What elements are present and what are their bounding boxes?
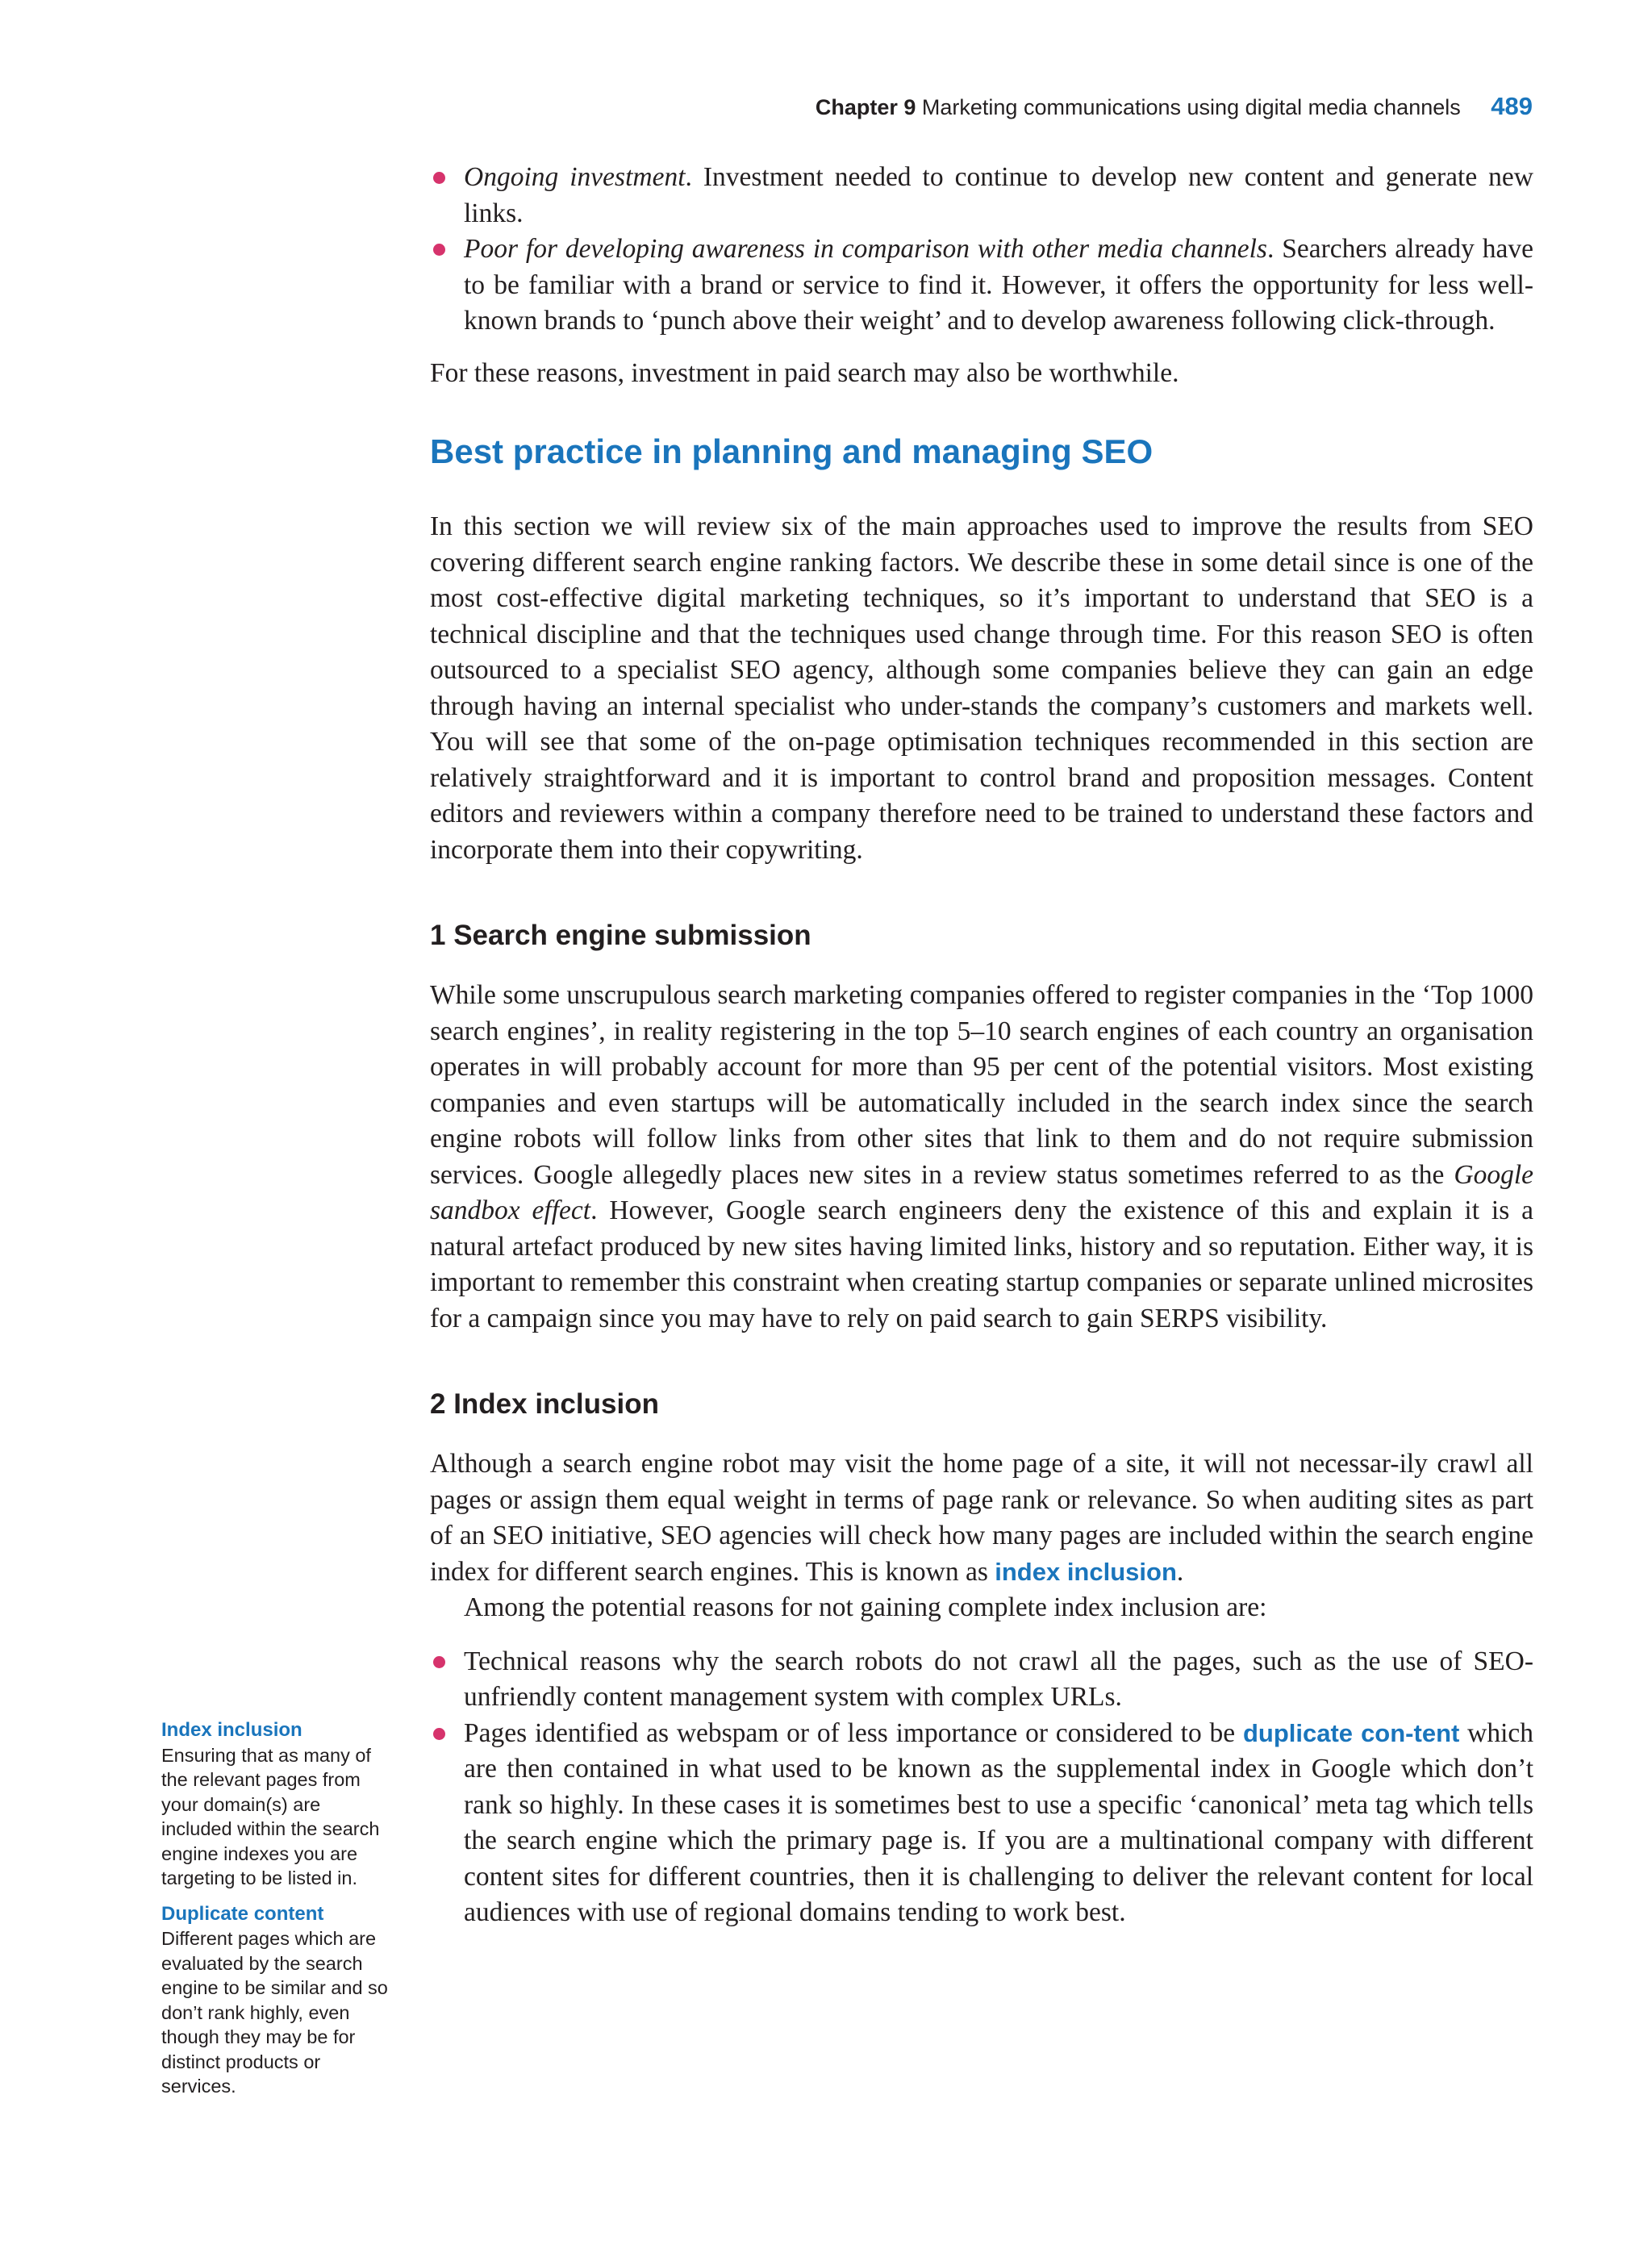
bullet-text: . Investment needed to continue to develop new content and generate new links.: [464, 162, 1533, 228]
main-text-column: [430, 160, 1533, 1931]
chapter-title: Marketing communications using digital media channels: [921, 95, 1461, 119]
bullet-list-reasons: [430, 1644, 1533, 1931]
section-heading: Best practice in planning and managing SEO: [430, 432, 1153, 470]
running-header: [816, 92, 1533, 121]
list-item: [430, 232, 1533, 340]
italic-term: Google sandbox effect: [430, 1159, 1533, 1225]
glossary-definition: Different pages which are evaluated by the search engine to be similar and so don’t rank highly, even though they may be for distinct products or services.: [161, 1928, 388, 2097]
text-run: . However, Google search engineers deny the existence of this and explain it is a natural artefact produced by new sites having limited links, history and so reputation. Either way, it is important to remember this constraint when creating startup companies or separate unlined microsites for a campaign since you may have to rely on paid search to gain SERPS visibility.: [430, 1196, 1533, 1333]
bullet-text: . Searchers already have to be familiar with a brand or service to find it. However, it offers the opportunity for less well-known brands to ‘punch above their weight’ and to develop awareness following click-through.: [464, 234, 1534, 336]
bullet-term: Poor for developing awareness in comparison with other media channels: [464, 234, 1267, 264]
list-item: [430, 160, 1533, 232]
bullet-text: Pages identified as webspam or of less importance or considered to be: [464, 1717, 1243, 1748]
subheading-index-inclusion: 2 Index inclusion: [430, 1388, 659, 1420]
page-number: 489: [1491, 92, 1533, 120]
glossary-entry: [161, 1718, 395, 1891]
bullet-icon: [433, 172, 445, 184]
glossary-definition: Ensuring that as many of the relevant pages from your domain(s) are included within the search engine indexes you are targeting to be listed in.: [161, 1744, 380, 1888]
bullet-list-top: [430, 160, 1533, 340]
chapter-label: Chapter 9: [815, 95, 916, 119]
key-term-duplicate-content: duplicate con-tent: [1242, 1718, 1460, 1747]
key-term-index-inclusion: index inclusion: [995, 1557, 1177, 1586]
paragraph-index-inclusion: [430, 1446, 1533, 1590]
glossary-entry: [161, 1902, 395, 2099]
bullet-text: Technical reasons why the search robots do not crawl all the pages, such as the use of SEO-unfriendly content management system with complex URLs.: [464, 1646, 1533, 1712]
subheading-search-engine-submission: 1 Search engine submission: [430, 920, 811, 951]
paragraph-submission: [430, 978, 1533, 1337]
paragraph-intro: In this section we will review six of the main approaches used to improve the results from SEO covering different search engine ranking factors. We describe these in some detail since is one of the most cost-effective digital marketing techniques, so it’s important to understand that SEO is a technical discipline and that the techniques used change through time. For this reason SEO is often outsourced to a specialist SEO agency, although some companies believe they can gain an edge through having an internal specialist who under-stands the company’s customers and markets well. You will see that some of the on-page optimisation techniques recommended in this section are relatively straightforward and it is important to control brand and proposition messages. Content editors and reviewers within a company therefore need to be trained to understand these factors and incorporate them into their copywriting.: [430, 511, 1533, 865]
bullet-text: which are then contained in what used to be known as the supplemental index in Google which don’t rank so highly. In these cases it is sometimes best to use a specific ‘canonical’ meta tag which tells the search engine which the primary page is. If you are a multinational company with different content sites for different countries, then it is challenging to deliver the relevant content for local audiences with use of regional domains tending to work best.: [464, 1717, 1533, 1927]
paragraph-reasons: For these reasons, investment in paid search may also be worthwhile.: [430, 357, 1179, 388]
glossary-term: Index inclusion: [161, 1719, 302, 1741]
text-run: Although a search engine robot may visit the home page of a site, it will not necessar-ily crawl all pages or assign them equal weight in terms of page rank or relevance. So when auditing sites as part of an SEO initiative, SEO agencies will check how many pages are included within the search engine index for different search engines. This is known as: [430, 1449, 1533, 1587]
bullet-icon: [433, 1728, 445, 1740]
bullet-icon: [433, 244, 445, 256]
bullet-term: Ongoing investment: [464, 162, 686, 192]
glossary-term: Duplicate content: [161, 1902, 324, 1925]
text-run: While some unscrupulous search marketing companies offered to register companies in the ‘Top 1000 search engines’, in reality registering in the top 5–10 search engines of each country an organisation operates in will probably account for more than 95 per cent of the potential visitors. Most existing companies and even startups will be automatically included in the search index since the search engine robots will follow links from other sites that link to them and do not require submission services. Google allegedly places new sites in a review status sometimes referred to as the: [430, 980, 1533, 1190]
list-item: [430, 1716, 1533, 1931]
margin-glossary: [161, 1718, 395, 2110]
paragraph-reasons-list-intro: Among the potential reasons for not gaining complete index inclusion are:: [464, 1592, 1267, 1622]
text-run: .: [1176, 1556, 1184, 1587]
bullet-icon: [433, 1656, 445, 1668]
list-item: [430, 1644, 1533, 1716]
